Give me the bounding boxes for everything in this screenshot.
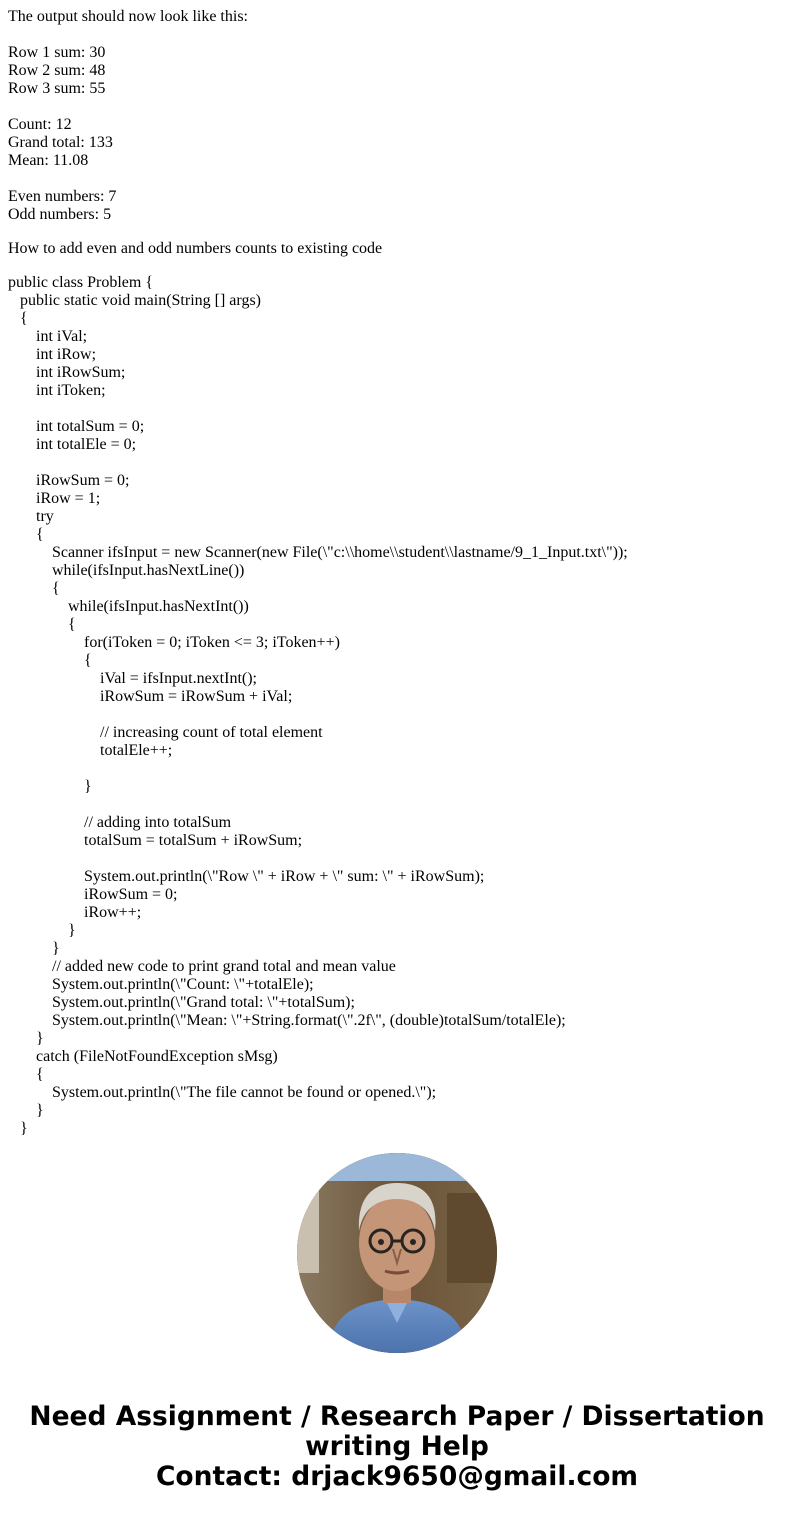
code-line: catch (FileNotFoundException sMsg) <box>8 1048 278 1065</box>
code-line: while(ifsInput.hasNextLine()) <box>8 562 245 579</box>
code-line: { <box>8 526 44 543</box>
code-line: } <box>8 922 76 939</box>
code-line: totalSum = totalSum + iRowSum; <box>8 832 303 849</box>
promo-line-1: Need Assignment / Research Paper / Dissertation <box>29 1401 765 1432</box>
intro-text: The output should now look like this: <box>8 8 248 25</box>
code-line: for(iToken = 0; iToken <= 3; iToken++) <box>8 634 340 651</box>
code-line: iRowSum = 0; <box>8 886 178 903</box>
code-line: // added new code to print grand total and mean value <box>8 958 396 975</box>
code-line: public static void main(String [] args) <box>8 292 261 309</box>
code-line: iRowSum = iRowSum + iVal; <box>8 688 293 705</box>
stats-block <box>8 116 786 170</box>
row-sum-line: Row 3 sum: 55 <box>8 80 106 97</box>
code-line: } <box>8 1030 44 1047</box>
code-line <box>8 850 786 868</box>
code-line: } <box>8 1102 44 1119</box>
code-line: while(ifsInput.hasNextInt()) <box>8 598 249 615</box>
code-line: int iVal; <box>8 328 88 345</box>
code-line: public class Problem { <box>8 274 153 291</box>
code-line: int iToken; <box>8 382 106 399</box>
avatar-portrait-icon <box>297 1153 497 1353</box>
code-line: System.out.println(\"Count: \"+totalEle); <box>8 976 314 993</box>
code-line: try <box>8 508 54 525</box>
mean-line: Mean: 11.08 <box>8 152 89 169</box>
code-line: System.out.println(\"Mean: \"+String.format(\".2f\", (double)totalSum/totalEle); <box>8 1012 566 1029</box>
code-line: } <box>8 778 92 795</box>
count-line: Count: 12 <box>8 116 72 133</box>
code-line: // increasing count of total element <box>8 724 323 741</box>
code-line: { <box>8 616 76 633</box>
code-line <box>8 796 786 814</box>
code-line: { <box>8 580 60 597</box>
code-line: iRow = 1; <box>8 490 101 507</box>
code-line: totalEle++; <box>8 742 173 759</box>
code-line: } <box>8 1120 28 1137</box>
code-line: iRowSum = 0; <box>8 472 130 489</box>
code-line: int totalEle = 0; <box>8 436 137 453</box>
promo-contact-line: Contact: drjack9650@gmail.com <box>155 1461 639 1492</box>
code-line: int totalSum = 0; <box>8 418 145 435</box>
author-avatar <box>297 1153 497 1353</box>
code-line: Scanner ifsInput = new Scanner(new File(\"c:\\home\\student\\lastname/9_1_Input.txt\")); <box>8 544 628 561</box>
code-line: int iRowSum; <box>8 364 126 381</box>
promo-line-2: writing Help <box>305 1431 489 1462</box>
question-text: How to add even and odd numbers counts to existing code <box>8 240 383 257</box>
code-line: int iRow; <box>8 346 97 363</box>
code-line: iRow++; <box>8 904 142 921</box>
code-line <box>8 760 786 778</box>
code-line: System.out.println(\"The file cannot be found or opened.\"); <box>8 1084 437 1101</box>
code-line: // adding into totalSum <box>8 814 232 831</box>
row-sum-line: Row 1 sum: 30 <box>8 44 106 61</box>
promo-footer <box>0 1402 794 1492</box>
parity-block <box>8 188 786 224</box>
code-line <box>8 454 786 472</box>
row-sums-block <box>8 44 786 98</box>
code-line: { <box>8 652 92 669</box>
code-line <box>8 706 786 724</box>
code-line: { <box>8 310 28 327</box>
code-line: { <box>8 1066 44 1083</box>
code-line: } <box>8 940 60 957</box>
code-line: System.out.println(\"Row \" + iRow + \" sum: \" + iRowSum); <box>8 868 485 885</box>
code-line <box>8 400 786 418</box>
odd-count-line: Odd numbers: 5 <box>8 206 112 223</box>
row-sum-line: Row 2 sum: 48 <box>8 62 106 79</box>
grand-total-line: Grand total: 133 <box>8 134 113 151</box>
code-line: iVal = ifsInput.nextInt(); <box>8 670 257 687</box>
code-line: System.out.println(\"Grand total: \"+totalSum); <box>8 994 355 1011</box>
even-count-line: Even numbers: 7 <box>8 188 117 205</box>
